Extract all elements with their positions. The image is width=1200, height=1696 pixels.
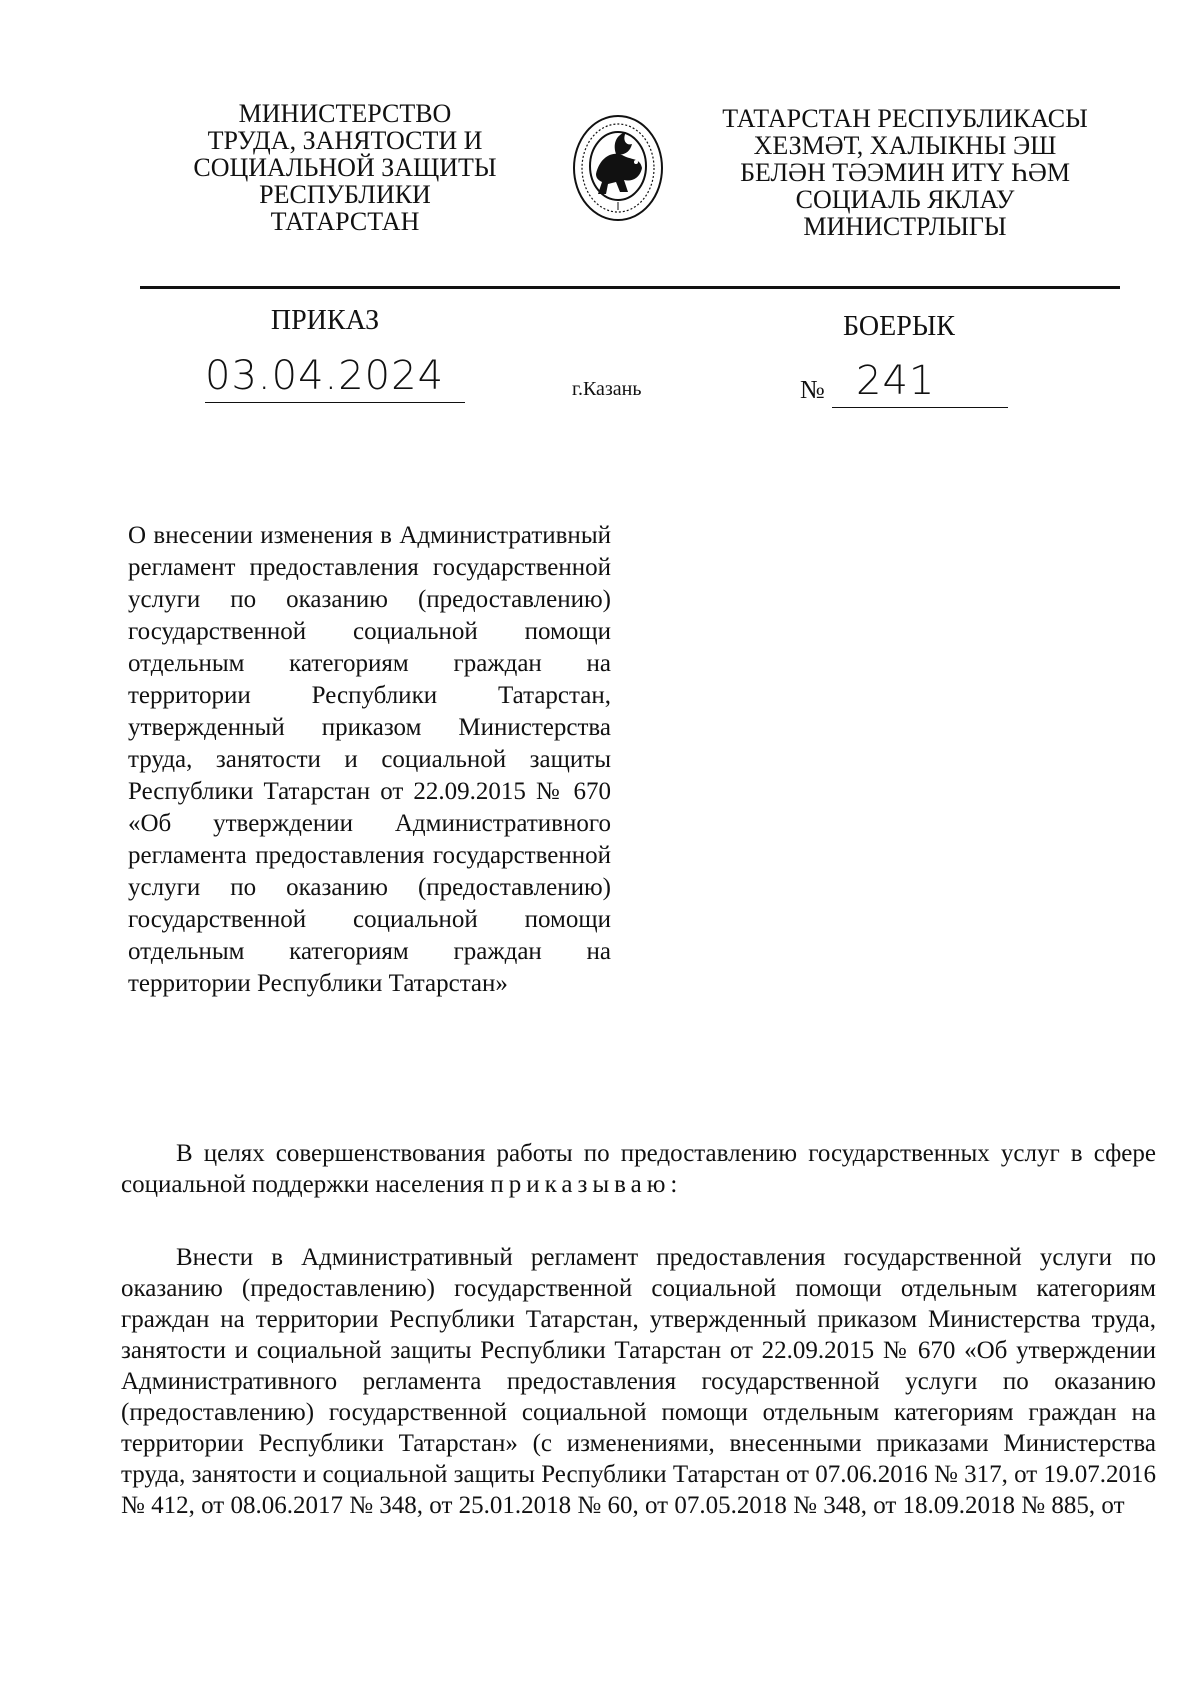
order-date-field [205,350,465,403]
tatarstan-emblem-icon [570,112,666,224]
order-number-label: № [800,375,825,404]
body-paragraph-1-order-word: приказываю: [490,1171,683,1198]
body-paragraph-2 [121,1242,1156,1521]
body-paragraph-2-text: Внести в Административный регламент предоставления государственной услуги по оказанию (предоставлению) государственной социальной помощи отдельным категориям граждан на территории Республики Татарстан, утвержденный приказом Министерства труда, занятости и социальной защиты Республики Татарстан от 22.09.2015 № 670 «Об утверждении Административного регламента предоставления государственной услуги по оказанию (предоставлению) государственной социальной помощи отдельным категориям граждан на территории Республики Татарстан» (с изменениями, внесенными приказами Министерства труда, занятости и социальной защиты Республики Татарстан от 07.06.2016 № 317, от 19.07.2016 № 412, от 08.06.2017 № 348, от 25.01.2018 № 60, от 07.05.2018 № 348, от 18.09.2018 № 885, от [121,1244,1156,1519]
ministry-name-tt-line: БЕЛӘН ТӘЭМИН ИТҮ ҺӘМ [740,158,1070,187]
ministry-name-ru-line: ТАТАРСТАН [270,207,420,236]
ministry-name-ru-line: МИНИСТЕРСТВО [238,99,452,128]
ministry-name-tt-line: ХЕЗМӘТ, ХАЛЫКНЫ ЭШ [753,131,1057,160]
body-paragraph-1 [121,1138,1156,1200]
order-city: г.Казань [572,378,642,400]
order-title-tt: БОЕРЫК [843,311,955,342]
ministry-name-ru [160,100,530,235]
order-number-field [832,355,1008,408]
ministry-name-ru-line: ТРУДА, ЗАНЯТОСТИ И [207,126,483,155]
ministry-name-ru-line: РЕСПУБЛИКИ [259,180,431,209]
order-title-ru: ПРИКАЗ [270,305,380,336]
ministry-name-tt-line: ТАТАРСТАН РЕСПУБЛИКАСЫ [722,104,1088,133]
ministry-name-tt-line: СОЦИАЛЬ ЯКЛАУ [795,185,1015,214]
order-date: 03.04.2024 [205,353,445,399]
order-subject: О внесении изменения в Административный регламент предоставления государственной услуги по оказанию (предоставлению) государственной социальной помощи отдельным категориям граждан на территории Республики Татарстан, утвержденный приказом Министерства труда, занятости и социальной защиты Республики Татарстан от 22.09.2015 № 670 «Об утверждении Административного регламента предоставления государственной услуги по оказанию (предоставлению) государственной социальной помощи отдельным категориям граждан на территории Республики Татарстан» [128,522,611,997]
body-paragraph-1-text: В целях совершенствования работы по предоставлению государственных услуг в сфере социальной поддержки населения [121,1140,1156,1198]
ministry-name-ru-line: СОЦИАЛЬНОЙ ЗАЩИТЫ [193,153,497,182]
header-divider [140,286,1120,289]
ministry-name-tt-line: МИНИСТРЛЫГЫ [803,212,1007,241]
ministry-name-tt [706,105,1104,240]
order-number: 241 [856,358,936,404]
